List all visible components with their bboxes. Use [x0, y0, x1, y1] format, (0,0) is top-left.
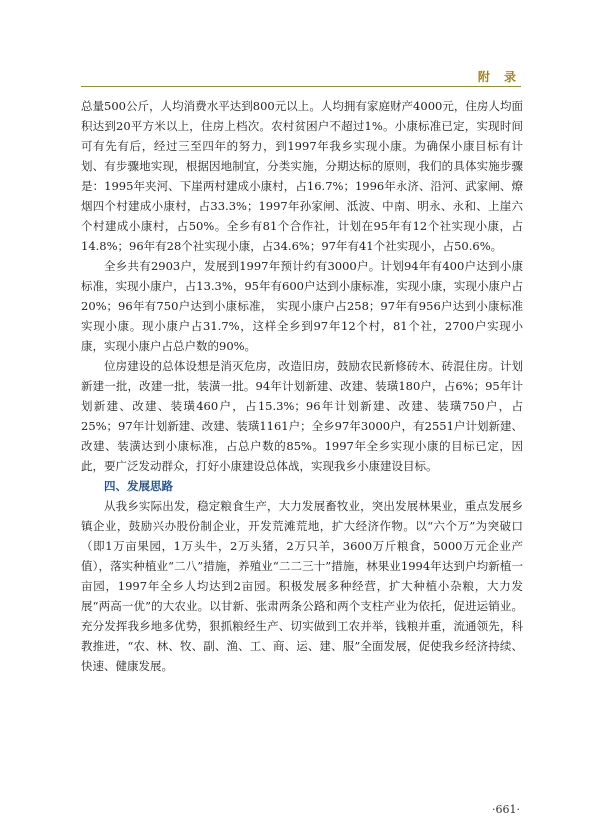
- paragraph-1: 总量500公斤，人均消费水平达到800元以上。人均拥有家庭财产4000元，住房人均面积达到20平方米以上，住房上档次。农村贫困户不超过1%。小康标准已定，实现时间可有先有后，经过三至四年的努力，到1997年我乡实现小康。为确保小康目标有计划、有步骤地实现，根据因地制宜，分类实施，分期达标的原则，我们的具体实施步骤是：1995年夹河、下崖两村建成小康村，占16.7%；1996年永济、沿河、武家闸、燎烟四个村建成小康村，占33.3%；1997年孙家闸、泜波、中南、明永、永和、上崖六个村建成小康村，占50%。全乡有81个合作社，计划在95年有12个社实现小康，占14.8%；96年有28个社实现小康，占34.6%；97年有41个社实现小，占50.6%。: [81, 99, 523, 253]
- section-heading: 四、发展思路: [104, 479, 173, 493]
- header-title: 附 录: [477, 70, 521, 84]
- page-header: [81, 66, 521, 87]
- page-number: ·661·: [492, 803, 520, 816]
- paragraph-4: 从我乡实际出发，稳定粮食生产，大力发展畜牧业，突出发展林果业，重点发展乡镇企业，鼓励兴办股份制企业，开发荒滩荒地，扩大经济作物。以“六个万”为突破口（即1万亩果园，1万头牛，2万头猪，2万只羊，3600万斤粮食，5000万元企业产值），落实种植业“二八”措施，养殖业“二二三十”措施，林果业1994年达到户均新植一亩园，1997年全乡人均达到2亩园。积极发展多种经营，扩大种植小杂粮，大力发展“两高一优”的大农业。以甘新、张肃两条公路和两个支柱产业为依托，促进运销业。充分发挥我乡地多优势，狠抓粮经生产、切实做到工农并举，钱粮并重，流通领先，科教推进，“农、林、牧、副、渔、工、商、运、建、服”全面发展，促使我乡经济持续、快速、健康发展。: [81, 499, 523, 673]
- document-body: [81, 96, 523, 676]
- paragraph-3: 位房建设的总体设想是消灭危房，改造旧房，鼓励农民新修砖木、砖混住房。计划新建一批，改建一批，装潢一批。94年计划新建、改建、装璜180户，占6%；95年计划新建、改建、装璜460户，占15.3%；96年计划新建、改建、装璜750户，占25%；97年计划新建、改建、装璜1161户；全乡97年3000户，有2551户计划新建、改建、装潢达到小康标准，占总户数的85%。1997年全乡实现小康的目标已定，因此，要广泛发动群众，打好小康建设总体战，实现我乡小康建设目标。: [81, 359, 523, 473]
- paragraph-2: 全乡共有2903户，发展到1997年预计约有3000户。计划94年有400户达到小康标准，实现小康户，占13.3%，95年有600户达到小康标准，实现小康，实现小康户占20%；96年有750户达到小康标准， 实现小康户占258；97年有956户达到小康标准实现小康。现小康户占31.7%，这样全乡到97年12个村，81个社，2700户实现小康，实现小康户占总户数的90%。: [81, 259, 523, 353]
